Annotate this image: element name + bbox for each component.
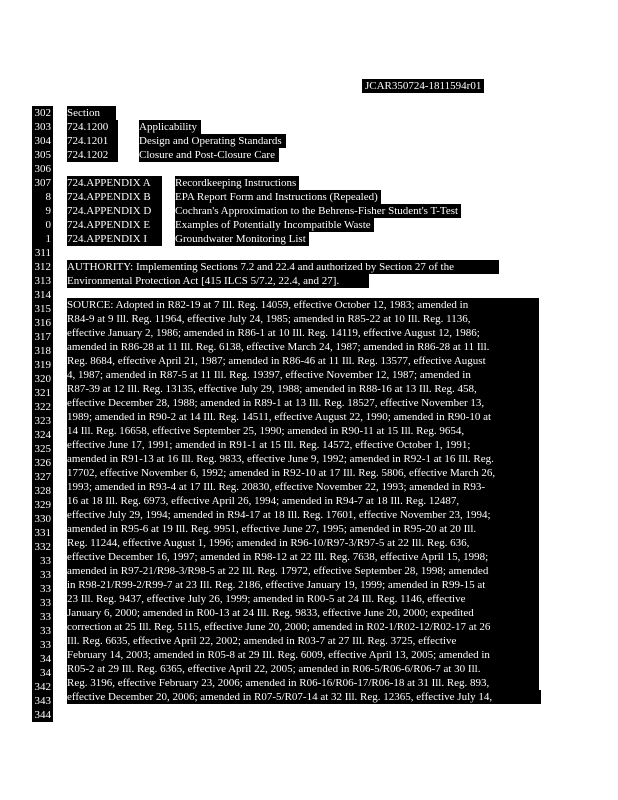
- line-number: 326: [32, 456, 53, 470]
- section-title: Design and Operating Standards: [139, 134, 286, 148]
- source-line: effective June 17, 1991; amended in R91-1 at 15 Ill. Reg. 14572, effective October 1, 1991;: [67, 438, 539, 452]
- source-line: R84-9 at 9 Ill. Reg. 11964, effective July 24, 1985; amended in R85-22 at 10 Ill. Reg. 1136,: [67, 312, 539, 326]
- line-number: 307: [32, 176, 53, 190]
- source-line: 1989; amended in R90-2 at 14 Ill. Reg. 14511, effective August 22, 1990; amended in R90-10 at: [67, 410, 539, 424]
- line-number-column: [32, 106, 53, 722]
- authority-line: Environmental Protection Act [415 ILCS 5/7.2, 22.4, and 27].: [67, 274, 369, 288]
- source-line: amended in R91-13 at 16 Ill. Reg. 9833, effective June 9, 1992; amended in R92-1 at 16 Ill. Reg.: [67, 452, 539, 466]
- source-line: amended in R86-28 at 11 Ill. Reg. 6138, effective March 24, 1987; amended in R86-28 at 11 Ill.: [67, 340, 539, 354]
- line-number: 311: [32, 246, 53, 260]
- line-number: 33: [32, 596, 53, 610]
- source-line: correction at 25 Ill. Reg. 5115, effective June 20, 2000; amended in R02-1/R02-12/R02-17 at 26: [67, 620, 539, 634]
- appendix-number: 724.APPENDIX A: [67, 176, 162, 190]
- source-line: February 14, 2003; amended in R05-8 at 29 Ill. Reg. 6009, effective April 13, 2005; amended in: [67, 648, 539, 662]
- appendix-number: 724.APPENDIX B: [67, 190, 162, 204]
- line-number: 315: [32, 302, 53, 316]
- line-number: 328: [32, 484, 53, 498]
- line-number: 342: [32, 680, 53, 694]
- line-number: 9: [32, 204, 53, 218]
- source-line: effective December 16, 1997; amended in R98-12 at 22 Ill. Reg. 7638, effective April 15, 1998;: [67, 550, 539, 564]
- appendix-title: Examples of Potentially Incompatible Waste: [175, 218, 374, 232]
- source-line: in R98-21/R99-2/R99-7 at 23 Ill. Reg. 2186, effective January 19, 1999; amended in R99-15 at: [67, 578, 539, 592]
- source-line: effective December 20, 2006; amended in R07-5/R07-14 at 32 Ill. Reg. 12365, effective July 14,: [67, 690, 541, 704]
- line-number: 33: [32, 568, 53, 582]
- source-line: January 6, 2000; amended in R00-13 at 24 Ill. Reg. 9833, effective June 20, 2000; expedited: [67, 606, 539, 620]
- source-line: effective January 2, 1986; amended in R86-1 at 10 Ill. Reg. 14119, effective August 12, 1986;: [67, 326, 539, 340]
- document-code-header: JCAR350724-1811594r01: [362, 79, 484, 93]
- line-number: 330: [32, 512, 53, 526]
- line-number: 33: [32, 624, 53, 638]
- section-number: 724.1202: [67, 148, 118, 162]
- source-line: 23 Ill. Reg. 9437, effective July 26, 1999; amended in R00-5 at 24 Ill. Reg. 1146, effective: [67, 592, 539, 606]
- line-number: 322: [32, 400, 53, 414]
- source-line: amended in R97-21/R98-3/R98-5 at 22 Ill. Reg. 17972, effective September 28, 1998; amended: [67, 564, 539, 578]
- section-heading: Section: [67, 106, 116, 120]
- line-number: 314: [32, 288, 53, 302]
- appendix-number: 724.APPENDIX D: [67, 204, 162, 218]
- appendix-number: 724.APPENDIX E: [67, 218, 162, 232]
- section-title: Closure and Post-Closure Care: [139, 148, 279, 162]
- line-number: 329: [32, 498, 53, 512]
- appendix-title: Recordkeeping Instructions: [175, 176, 299, 190]
- source-line: Reg. 8684, effective April 21, 1987; amended in R86-46 at 11 Ill. Reg. 13577, effective August: [67, 354, 539, 368]
- line-number: 344: [32, 708, 53, 722]
- source-line: 16 at 18 Ill. Reg. 6973, effective April 26, 1994; amended in R94-7 at 18 Ill. Reg. 12487,: [67, 494, 539, 508]
- line-number: 325: [32, 442, 53, 456]
- line-number: 33: [32, 554, 53, 568]
- line-number: 319: [32, 358, 53, 372]
- line-number: 343: [32, 694, 53, 708]
- line-number: 324: [32, 428, 53, 442]
- line-number: 34: [32, 666, 53, 680]
- source-line: 1993; amended in R93-4 at 17 Ill. Reg. 20830, effective November 22, 1993; amended in R93-: [67, 480, 539, 494]
- section-number: 724.1201: [67, 134, 118, 148]
- line-number: 304: [32, 134, 53, 148]
- line-number: 303: [32, 120, 53, 134]
- line-number: 34: [32, 652, 53, 666]
- line-number: 1: [32, 232, 53, 246]
- line-number: 320: [32, 372, 53, 386]
- line-number: 317: [32, 330, 53, 344]
- line-number: 302: [32, 106, 53, 120]
- line-number: 33: [32, 610, 53, 624]
- authority-line: AUTHORITY: Implementing Sections 7.2 and 22.4 and authorized by Section 27 of the: [67, 260, 499, 274]
- line-number: 321: [32, 386, 53, 400]
- line-number: 323: [32, 414, 53, 428]
- line-number: 312: [32, 260, 53, 274]
- source-line: Reg. 3196, effective February 23, 2006; amended in R06-16/R06-17/R06-18 at 31 Ill. Reg. 893,: [67, 676, 539, 690]
- line-number: 305: [32, 148, 53, 162]
- source-paragraph: [67, 298, 541, 704]
- source-line: Reg. 11244, effective August 1, 1996; amended in R96-10/R97-3/R97-5 at 22 Ill. Reg. 636,: [67, 536, 539, 550]
- source-line: Ill. Reg. 6635, effective April 22, 2002; amended in R03-7 at 27 Ill. Reg. 3725, effective: [67, 634, 539, 648]
- source-line: R05-2 at 29 Ill. Reg. 6365, effective April 22, 2005; amended in R06-5/R06-6/R06-7 at 30 Ill.: [67, 662, 539, 676]
- line-number: 331: [32, 526, 53, 540]
- source-line: 4, 1987; amended in R87-5 at 11 Ill. Reg. 19397, effective November 12, 1987; amended in: [67, 368, 539, 382]
- line-number: 316: [32, 316, 53, 330]
- source-line: effective December 28, 1988; amended in R89-1 at 13 Ill. Reg. 18527, effective November 13,: [67, 396, 539, 410]
- appendix-title: Cochran's Approximation to the Behrens-Fisher Student's T-Test: [175, 204, 461, 218]
- authority-paragraph: [67, 260, 499, 288]
- section-title: Applicability: [139, 120, 201, 134]
- line-number: 313: [32, 274, 53, 288]
- line-number: 327: [32, 470, 53, 484]
- section-number: 724.1200: [67, 120, 118, 134]
- line-number: 332: [32, 540, 53, 554]
- line-number: 33: [32, 638, 53, 652]
- appendix-number: 724.APPENDIX I: [67, 232, 162, 246]
- source-line: amended in R95-6 at 19 Ill. Reg. 9951, effective June 27, 1995; amended in R95-20 at 20 Ill.: [67, 522, 539, 536]
- appendix-title: Groundwater Monitoring List: [175, 232, 309, 246]
- source-line: R87-39 at 12 Ill. Reg. 13135, effective July 29, 1988; amended in R88-16 at 13 Ill. Reg. 458,: [67, 382, 539, 396]
- appendix-title: EPA Report Form and Instructions (Repealed): [175, 190, 381, 204]
- line-number: 0: [32, 218, 53, 232]
- line-number: 33: [32, 582, 53, 596]
- source-line: 14 Ill. Reg. 16658, effective September 25, 1990; amended in R90-11 at 15 Ill. Reg. 9654,: [67, 424, 539, 438]
- line-number: 318: [32, 344, 53, 358]
- line-number: 8: [32, 190, 53, 204]
- line-number: 306: [32, 162, 53, 176]
- source-line: 17702, effective November 6, 1992; amended in R92-10 at 17 Ill. Reg. 5806, effective March 26,: [67, 466, 539, 480]
- source-line: SOURCE: Adopted in R82-19 at 7 Ill. Reg. 14059, effective October 12, 1983; amended in: [67, 298, 539, 312]
- source-line: effective July 29, 1994; amended in R94-17 at 18 Ill. Reg. 17601, effective November 23, 1994;: [67, 508, 539, 522]
